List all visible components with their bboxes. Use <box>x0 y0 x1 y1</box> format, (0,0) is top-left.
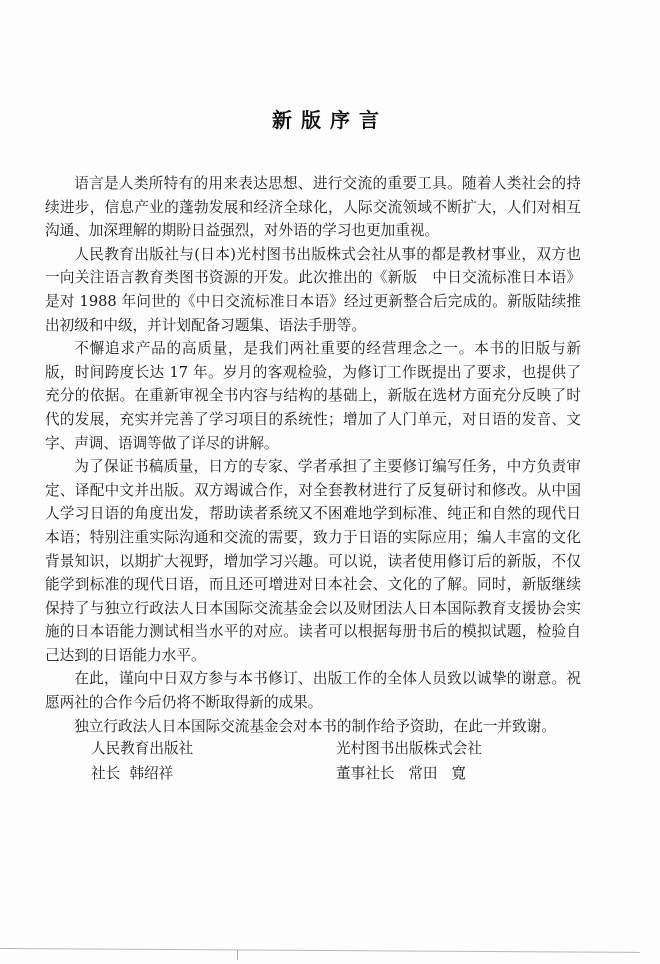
page-title: 新版序言 <box>272 108 388 132</box>
paragraph-6: 独立行政法人日本国际交流基金会对本书的制作给予资助，在此一并致谢。 <box>74 717 556 735</box>
signature-left-organization: 人民教育出版社 <box>91 740 194 757</box>
signature-left <box>91 736 193 786</box>
paragraph-1: 语言是人类所特有的用来表达思想、进行交流的重要工具。随着人类社会的持续进步，信息产业的蓬勃发展和经济全球化，人际交流领域不断扩大，人们对相互沟通、加深理解的期盼日益强烈，对外语的学习也更加重视。 <box>45 175 581 240</box>
paragraph-5: 在此，谨向中日双方参与本书修订、出版工作的全体人员致以诚挚的谢意。祝愿两社的合作今后仍将不断取得新的成果。 <box>45 670 581 712</box>
signature-right-organization: 光村图书出版株式会社 <box>336 740 482 757</box>
signature-left-person: 社长 韩绍祥 <box>91 765 174 782</box>
paragraph-4: 为了保证书稿质量，日方的专家、学者承担了主要修订编写任务，中方负责审定、译配中文并出版。双方竭诚合作，对全套教材进行了反复研讨和修改。从中国人学习日语的角度出发，帮助读者系统又不困难地学到标准、纯正和自然的现代日本语；特别注重实际沟通和交流的需要，致力于日语的实际应用；编人丰富的文化背景知识，以期扩大视野，增加学习兴趣。可以说，读者使用修订后的新版，不仅能学到标准的现代日语，而且还可增进对日本社会、文化的了解。同时，新版继续保持了与独立行政法人日本国际交流基金会以及财团法人日本国际教育支援协会实施的日本语能力测试相当水平的对应。读者可以根据每册书后的模拟试题，检验自己达到的日语能力水平。 <box>45 458 581 664</box>
signature-right-person: 董事社长 常田 寛 <box>336 765 466 782</box>
signature-right <box>336 736 482 786</box>
page-bottom-tick <box>237 950 238 960</box>
preface-body <box>45 172 581 738</box>
paragraph-3: 不懈追求产品的高质量，是我们两社重要的经营理念之一。本书的旧版与新版，时间跨度长达 17 年。岁月的客观检验，为修订工作既提出了要求，也提供了充分的依据。在重新审视全书内容与结构的基础上，新版在选材方面充分反映了时代的发展，充实并完善了学习项目的系统性；增加了人门单元，对日语的发音、文字、声调、语调等做了详尽的讲解。 <box>45 340 581 452</box>
page-bottom-rule <box>0 948 640 953</box>
paragraph-2: 人民教育出版社与(日本)光村图书出版株式会社从事的都是教材事业，双方也一向关注语言教育类图书资源的开发。此次推出的《新版 中日交流标准日本语》是对 1988 年问世的《中日交流标准日本语》经过更新整合后完成的。新版陆续推出初级和中级，并计划配备习题集、语法手册等。 <box>45 245 581 334</box>
